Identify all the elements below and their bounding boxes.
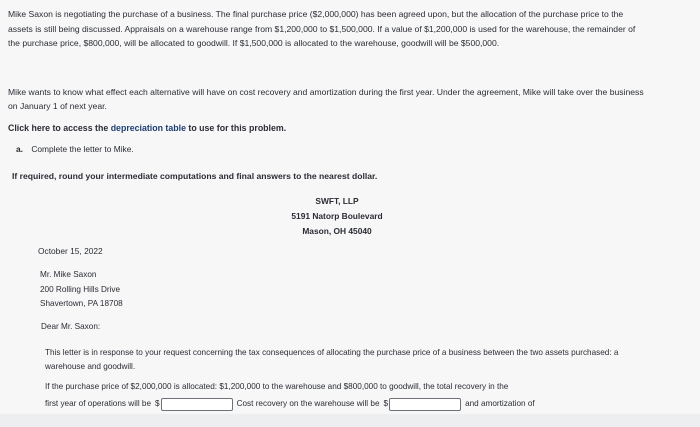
dollar-sign-2: $ (383, 399, 389, 408)
letter-date: October 15, 2022 (38, 246, 103, 256)
letter-greeting: Dear Mr. Saxon: (41, 322, 101, 331)
firm-street: 5191 Natorp Boulevard (291, 211, 383, 221)
click-suffix: to use for this problem. (185, 123, 287, 133)
letter-body-1: This letter is in response to your request concerning the tax consequences of allocating the purchase price of a business between the two assets purchased: a warehouse and goodwill. (45, 348, 619, 371)
firm-name: SWFT, LLP (315, 196, 359, 206)
problem-paragraph-2: Mike wants to know what effect each alternative will have on cost recovery and amortization during the first year. Under the agreement, Mike will take over the business on January 1 of next year. (8, 87, 644, 111)
letterhead (262, 194, 412, 239)
rounding-note: If required, round your intermediate computations and final answers to the nearest dollar. (12, 171, 378, 181)
problem-intro: Mike Saxon is negotiating the purchase of a business. The final purchase price ($2,000,000) has been agreed upon, but the allocation of the purchase price to the assets is still being discussed. Appraisals on a warehouse range from $1,200,000 to $1,500,000. If a value of $1,200,000 is used for the warehouse, the remainder of the purchase price, $800,000, will be allocated to goodwill. If $1,500,000 is allocated to the warehouse, goodwill will be $500,000. (8, 9, 636, 49)
depreciation-table-instruction[interactable] (8, 123, 286, 133)
recipient-city: Shavertown, PA 18708 (40, 299, 123, 308)
firm-city: Mason, OH 45040 (302, 226, 372, 236)
body-2-line-1: If the purchase price of $2,000,000 is allocated: $1,200,000 to the warehouse and $800,000 to goodwill, the total recovery in the (45, 382, 509, 391)
bottom-edge (0, 414, 700, 427)
warehouse-recovery-input[interactable] (389, 398, 461, 411)
recipient-street: 200 Rolling Hills Drive (40, 284, 121, 294)
click-prefix: Click here to access the (8, 123, 111, 133)
depreciation-table-link[interactable]: depreciation table (110, 123, 186, 133)
warehouse-recovery-text: Cost recovery on the warehouse will be (236, 399, 380, 408)
amortization-text: and amortization of (465, 399, 535, 408)
letter-body-2 (45, 379, 665, 412)
part-a-label: a. (16, 144, 23, 154)
dollar-sign-1: $ (155, 399, 160, 408)
recipient-address (40, 268, 123, 312)
body-2-line-2 (45, 396, 665, 412)
total-recovery-input[interactable] (161, 398, 233, 411)
recipient-name: Mr. Mike Saxon (40, 270, 97, 279)
part-a (16, 144, 134, 154)
first-year-text: first year of operations will be (45, 399, 152, 408)
part-a-text: Complete the letter to Mike. (31, 144, 134, 154)
